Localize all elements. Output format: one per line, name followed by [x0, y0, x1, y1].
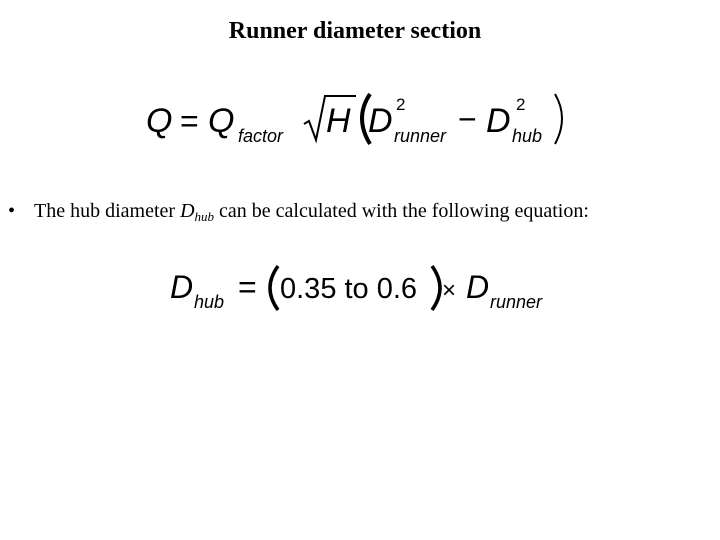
eq2-rhs-base: D: [466, 269, 490, 305]
bullet-text-before: The hub diameter: [34, 200, 181, 222]
eq1-term2-sub: hub: [512, 126, 543, 146]
bullet-text-after: can be calculated with the following equation:: [214, 200, 589, 222]
eq2-lhs-base: D: [170, 269, 194, 305]
eq1-minus: −: [458, 101, 477, 137]
eq1-term1-sub: runner: [394, 126, 447, 146]
eq2-lhs-sub: hub: [194, 292, 225, 312]
eq2-right-paren: [432, 266, 440, 310]
slide-title: Runner diameter section: [228, 18, 482, 44]
eq2-equals: =: [238, 269, 257, 305]
eq1-lhs: Q: [146, 102, 173, 140]
flow-equation: [144, 88, 584, 152]
eq2-left-paren: [270, 266, 278, 310]
eq2-range: 0.35 to 0.6: [280, 273, 418, 305]
eq1-sqrt-arg: H: [326, 102, 351, 140]
eq1-term2-base: D: [486, 102, 511, 140]
bullet-item: [8, 200, 589, 223]
eq1-term2-sup: 2: [516, 95, 526, 114]
eq1-right-paren: [555, 94, 562, 144]
eq1-equals: =: [180, 103, 199, 139]
eq1-term1-sup: 2: [396, 95, 406, 114]
bullet-symbol-sub: hub: [194, 209, 215, 224]
bullet-marker: •: [8, 200, 16, 222]
eq1-factor-symbol: Q: [208, 102, 235, 140]
hub-diameter-equation: [168, 256, 568, 320]
bullet-symbol: D: [180, 200, 195, 222]
eq2-times: ×: [442, 277, 457, 304]
eq1-term1-base: D: [368, 102, 393, 140]
eq1-factor-subscript: factor: [238, 126, 284, 146]
eq2-rhs-sub: runner: [490, 292, 543, 312]
